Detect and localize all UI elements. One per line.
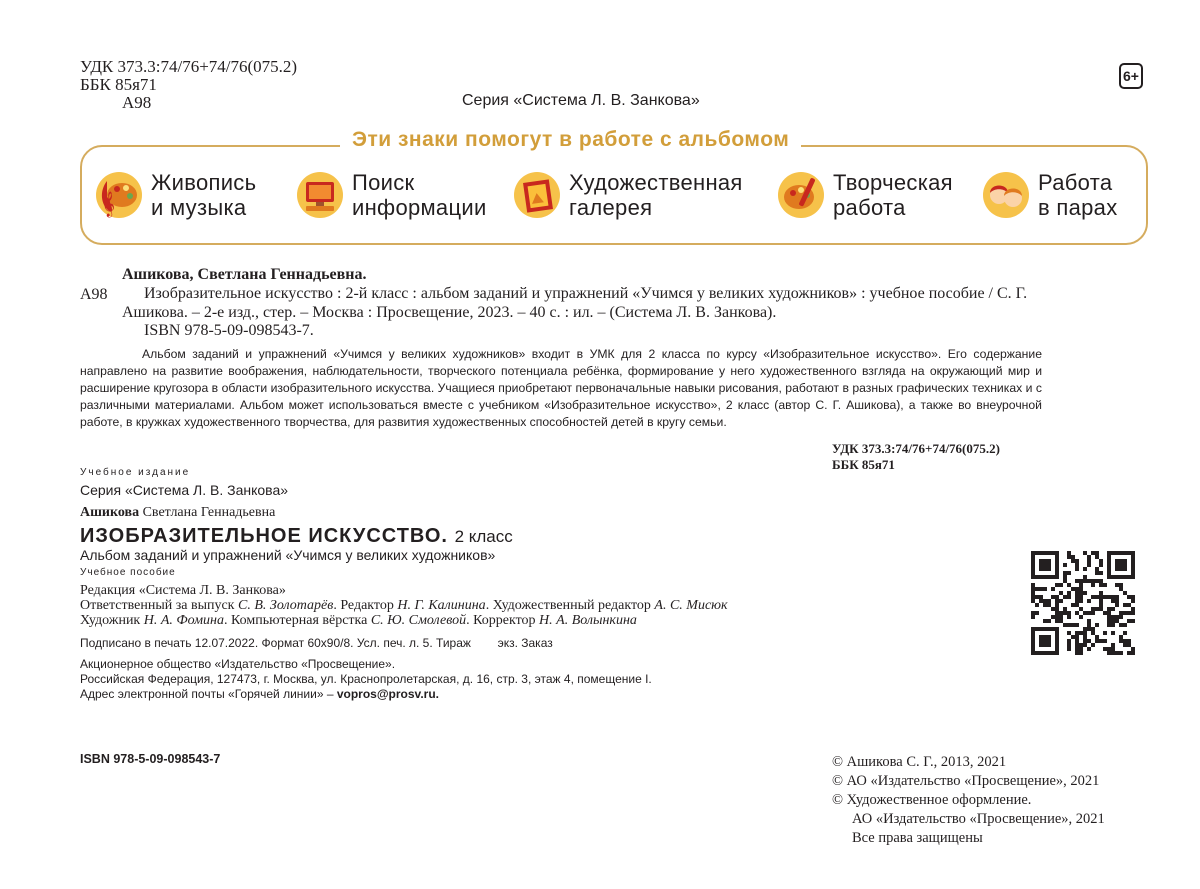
- imprint-grade: 2 класс: [454, 527, 513, 546]
- copyright-design-owner: АО «Издательство «Просвещение», 2021: [852, 811, 1105, 827]
- imprint-title: [80, 525, 513, 548]
- artist-line: Художник Н. А. Фомина. Компьютерная вёрстка С. Ю. Смолевой. Корректор Н. А. Волынкина: [80, 613, 637, 628]
- legend-item-art-gallery: [513, 170, 743, 220]
- picture-gallery-icon: [513, 171, 561, 219]
- svg-text:𝄞: 𝄞: [102, 192, 116, 217]
- catalog-code: А98: [80, 286, 108, 303]
- bbk-code: ББК 85я71: [80, 75, 157, 94]
- editorial-line: Редакция «Система Л. В. Занкова»: [80, 583, 286, 598]
- legend-label-line2: работа: [833, 195, 906, 220]
- print-info: Подписано в печать 12.07.2022. Формат 60х90/8. Усл. печ. л. 5. Тираж экз. Заказ: [80, 636, 553, 650]
- legend-title: Эти знаки помогут в работе с альбомом: [340, 128, 801, 152]
- age-rating-badge: 6+: [1119, 63, 1143, 89]
- type-label: Учебное пособие: [80, 567, 176, 578]
- legend-label-line1: Работа: [1038, 170, 1113, 195]
- publisher-address: Российская Федерация, 127473, г. Москва, ул. Краснопролетарская, д. 16, стр. 3, этаж 4, помещение I.: [80, 672, 652, 686]
- imprint-credits: [80, 583, 728, 628]
- legend-item-painting-music: [95, 170, 256, 220]
- author-code: А98: [122, 93, 152, 112]
- legend-label-line2: галерея: [569, 195, 653, 220]
- legend-item-search-info: [296, 170, 487, 220]
- copyright-author: © Ашикова С. Г., 2013, 2021: [832, 754, 1007, 770]
- udk-code: УДК 373.3:74/76+74/76(075.2): [80, 57, 298, 76]
- copyright-publisher: © АО «Издательство «Просвещение», 2021: [832, 773, 1100, 789]
- legend-item-pair-work: [982, 170, 1118, 220]
- legend-item-creative-work: [777, 170, 953, 220]
- catalog-author: Ашикова, Светлана Геннадьевна.: [122, 266, 367, 283]
- rights-reserved: Все права защищены: [852, 830, 983, 846]
- catalog-description: Изобразительное искусство : 2-й класс : альбом заданий и упражнений «Учимся у великих художников» : учебное пособие / С. Г. Ашикова. – 2-е изд., стер. – Москва : Просвещение, 2023. – 40 с. : ил. – (Система Л. В. Занкова).: [122, 285, 1028, 321]
- series-header: Серия «Система Л. В. Занкова»: [462, 92, 700, 109]
- publisher-name: Акционерное общество «Издательство «Просвещение».: [80, 657, 396, 671]
- two-children-icon: [982, 171, 1030, 219]
- legend-label-line1: Поиск: [352, 170, 415, 195]
- copyright-block: [832, 753, 1105, 848]
- imprint-series: Серия «Система Л. В. Занкова»: [80, 482, 289, 498]
- catalog-bbk: ББК 85я71: [832, 457, 895, 472]
- legend-label-line2: информации: [352, 195, 487, 220]
- publisher-info: [80, 657, 652, 702]
- legend-label-line1: Творческая: [833, 170, 953, 195]
- qr-code: [1031, 551, 1135, 655]
- imprint-author: [80, 505, 275, 521]
- edition-label: Учебное издание: [80, 467, 191, 478]
- legend-label-line1: Художественная: [569, 170, 743, 195]
- legend-label-line2: в парах: [1038, 195, 1118, 220]
- udk-block-top: [80, 58, 297, 112]
- copyright-design: © Художественное оформление.: [832, 792, 1032, 808]
- imprint-subtitle: Альбом заданий и упражнений «Учимся у великих художников»: [80, 547, 496, 563]
- imprint-title-text: ИЗОБРАЗИТЕЛЬНОЕ ИСКУССТВО.: [80, 525, 448, 547]
- hotline-email-line: Адрес электронной почты «Горячей линии» – vopros@prosv.ru.: [80, 687, 440, 701]
- computer-icon: [296, 171, 344, 219]
- responsible-line: Ответственный за выпуск С. В. Золотарёв. Редактор Н. Г. Калинина. Художественный редактор А. С. Мисюк: [80, 598, 728, 613]
- catalog-abstract: Альбом заданий и упражнений «Учимся у великих художников» входит в УМК для 2 класса по курсу «Изобразительное искусство». Его содержание направлено на развитие воображения, наблюдательности, творческого потенциала ребёнка, формирование у него художественного взгляда на окружающий мир и расширение кругозора в области изобразительного искусства. Учащиеся приобретают первоначальные навыки рисования, работают в разных графических техниках и с различными материалами. Альбом может использоваться вместе с учебником «Изобразительное искусство», 2 класс (автор С. Г. Ашикова), а также во внеурочной работе, в кружках художественного творчества, для развития художественных способностей детей в кругу семьи.: [80, 347, 1042, 429]
- hotline-email: vopros@prosv.ru: [336, 687, 436, 701]
- catalog-udk: УДК 373.3:74/76+74/76(075.2): [832, 441, 1000, 456]
- isbn-bottom: ISBN 978-5-09-098543-7: [80, 752, 221, 766]
- catalog-isbn: ISBN 978-5-09-098543-7.: [144, 322, 314, 339]
- catalog-udk-block: [832, 441, 1000, 473]
- imprint-author-first: Светлана Геннадьевна: [142, 505, 276, 520]
- legend-label-line2: и музыка: [151, 195, 247, 220]
- legend-label-line1: Живопись: [151, 170, 257, 195]
- palette-music-icon: [95, 171, 143, 219]
- palette-brush-icon: [777, 171, 825, 219]
- imprint-author-last: Ашикова: [80, 505, 140, 520]
